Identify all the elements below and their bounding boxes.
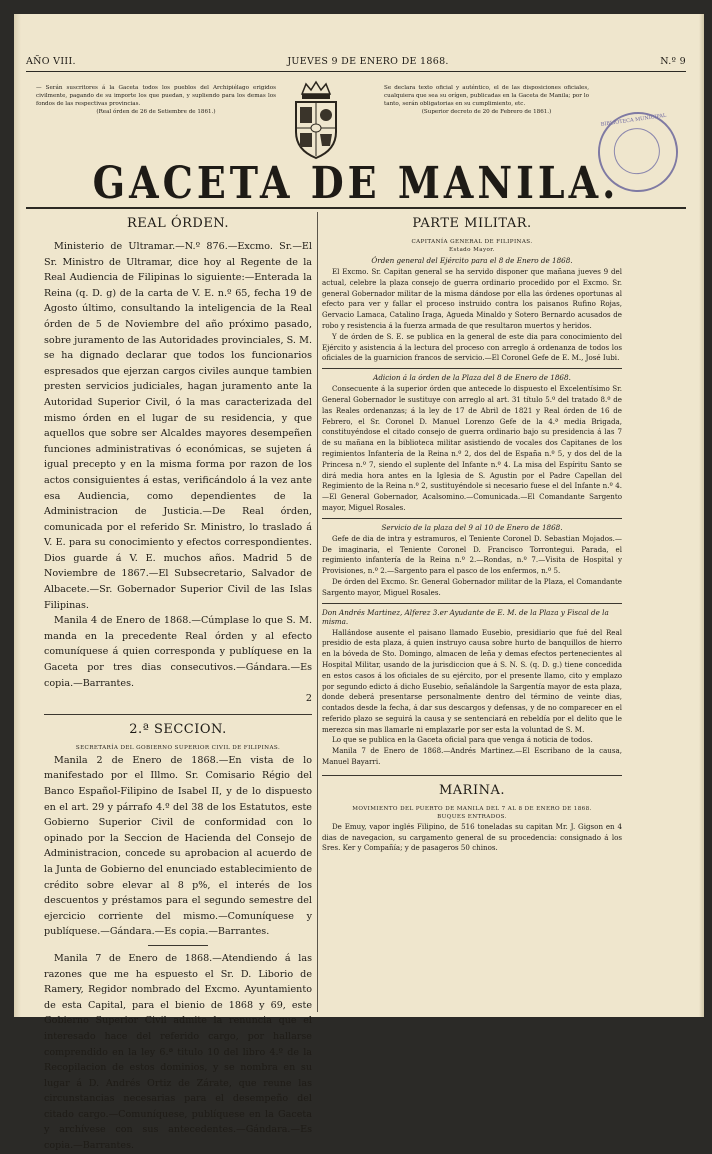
real-orden-paragraph: Ministerio de Ultramar.—N.º 876.—Excmo. Sr.—El Sr. Ministro de Ultramar, dice hoy al Regente de la Real Audiencia de Filipinas lo siguiente:—Enterada la Reina (q. D. g) de la carta de V. E. n.º 65, fecha 19 de Agosto último, consultando la inteligencia de la Real órden de 5 de Noviembre del año próximo pasado, sobre juramento de las Autoridades provinciales, S. M. se ha dignado declarar que todos los funcionarios espresados que ejerzan cargos civiles aunque tambien presten servicios judiciales, hagan juramento ante la Autoridad Superior Civil, ó la mas caracterizada del mismo órden en el lugar de su residencia, y que aquellos que sobre ser Alcaldes mayores desempeñen funciones administrativas ó económicas, se sujeten á igual precepto y en la misma forma por razon de los actos consiguientes á estas, verificándolo á la vez ante esa Audiencia, como dependientes de la Administracion de Justicia.—De Real órden, comunicada por el referido Sr. Ministro, lo traslado á V. E. para su conocimiento y efectos correspondientes. Dios guarde á V. E. muchos años. Madrid 5 de Noviembre de 1867.—El Subsecretario, Salvador de Albacete.—Sr. Gobernador Superior Civil de las Islas Filipinas. [44,241,312,611]
official-text-note-text: Se declara texto oficial y auténtico, el de las disposiciones oficiales, cualquiera que sea su orígen, publicadas en la Gaceta de Manila; por lo tanto, serán obligatorias en su cumplimiento, etc. [384,85,589,107]
marina-heading: MARINA. [438,782,506,798]
page-edge-left [14,14,21,1017]
subscription-note-text: — Serán suscritores á la Gaceta todos los pueblos del Archipiélago erigidos civilmente, pagando de su importe los que puedan, y supliendo para los demas los fondos de las respectivas provincias. [36,85,276,107]
column-divider [317,212,318,1012]
orden-general-heading: Órden general del Ejército para el 8 de Enero de 1868. [371,256,573,265]
banco-paragraph: Manila 2 de Enero de 1868.—En vista de lo manifestado por el Illmo. Sr. Comisario Régio del Banco Español-Filipino de Isabel II, y de lo dispuesto en el art. 29 y párrafo 4.º del 38 de los Estatutos, este Gobierno Superior Civil de conformidad con lo opinado por la Seccion de Hacienda del Consejo de Administracion, concede su aprobacion al acuerdo de la Junta de Gobierno del enunciado establecimiento de crédito sobre elevar al 8 p%, el interés de los descuentos y préstamos para el segundo semestre del ejercicio corriente del mismo.—Comuníquese y publíquese.—Gándara.—Es copia.—Barrantes. [44,754,312,938]
royal-coat-of-arms-icon [290,80,342,164]
date-label: JUEVES 9 DE ENERO DE 1868. [287,56,449,67]
orden-general-paragraph-2: Y de órden de S. E. se publica en la general de este dia para conocimiento del Ejército y asistencia á la lectura del proceso con arreglo á ordenanza de todos los oficiales de la guarnicion francos de servicio.—El Coronel Gefe de E. M., José Iubi. [322,331,622,363]
servicio-paragraph-2: De órden del Excmo. Sr. General Gobernador militar de la Plaza, el Comandante Sargento mayor, Miguel Rosales. [322,576,622,597]
right-column [322,212,622,1012]
subscription-note [36,84,276,116]
real-orden-mark: 2 [305,693,312,705]
adicion-heading: Adicion á la órden de la Plaza del 8 de Enero de 1868. [373,373,571,383]
martinez-heading: Don Andrés Martinez, Alferez 3.er Ayudante de E. M. de la Plaza y Fiscal de la misma. [322,607,609,626]
regidor-paragraph: Manila 7 de Enero de 1868.—Atendiendo á las razones que me ha espuesto el Sr. D. Liborio de Ramery, Regidor nombrado del Excmo. Ayuntamiento de esta Capital, para el bienio de 1868 y 69, este Gobierno Superior Civil admite la renuncia que el interesado hace del referido cargo, por hallarse comprendido en la ley 6.ª titulo 10 del libro 4.º de la Recopilacion de estos dominios, y se nombra en su lugar á D. Andrés Ortiz de Zárate, que reune las circunstancias necesarias para el desempeño del citado cargo.—Comuníquese, publíquese en la Gaceta y archívese con sus antecedentes.—Gándara.—Es copia.—Barrantes. [44,952,312,1152]
movimiento-heading: MOVIMIENTO DEL PUERTO DE MANILA DEL 7 AL 8 DE ENERO DE 1868. [352,805,592,812]
real-orden-cumplase: Manila 4 de Enero de 1868.—Cúmplase lo que S. M. manda en la precedente Real órden y al efecto comuníquese á quien corresponda y publíquese en la Gaceta por tres dias consecutivos.—Gándara.—Es copia.—Barrantes. [44,615,312,689]
servicio-heading: Servicio de la plaza del 9 al 10 de Enero de 1868. [381,522,563,532]
parte-militar-heading: PARTE MILITAR. [412,216,532,231]
section-separator [322,775,622,776]
capitania-heading: CAPITANÍA GENERAL DE FILIPINAS. [411,239,533,245]
official-text-note [384,84,589,116]
section-separator [322,603,622,604]
section-separator [322,368,622,369]
header-rule [26,71,686,72]
servicio-paragraph: Gefe de dia de intra y estramuros, el Teniente Coronel D. Sebastian Mojados.—De imaginaria, el Teniente Coronel D. Francisco Torrontegui. Parada, el regimiento infantería de la Reina n.º 2.—Rondas, n.º 7.—Visita de Hospital y Provisiones, n.º 2.—Sargento para el pasco de los enfermos, n.º 5. [322,533,622,576]
library-stamp-text: BIBLIOTECA MUNICIPAL [600,112,667,128]
orden-general-paragraph: El Excmo. Sr. Capitan general se ha servido disponer que mañana jueves 9 del actual, celebre la plaza consejo de guerra ordinario procedido por el Excmo. Sr. general Gobernador militar de la misma dándose por ella las órdenes oportunas al efecto para ver y fallar el proceso instruido contra los paisanos Rufino Rojas, Gervacio Lamaca, Catalino Iraga, Agueda Minaldo y Sotero Bernardo acusados de robo y resistencia á la fuerza armada de que resultaron muertos y heridos. [322,267,622,330]
year-label: AÑO VIII. [26,56,76,67]
adicion-paragraph: Consecuente á la superior órden que antecede lo dispuesto el Excelentísimo Sr. General Gobernador le sustituye con arreglo al art. 31 título 5.º del tratado 8.º de las Reales ordenanzas; á la ley de 17 de Abril de 1821 y Real órden de 16 de Febrero, el Sr. Coronel D. Manuel Lorenzo Gefe de la 4.ª media Brigada, constituyéndose el citado consejo de guerra ordinario bajo su presidencia á las 7 de su mañana en la biblioteca militar asistiendo de vocales dos Capitanes de los regimientos Infantería de la Reina n.º 2, dos del de España n.º 5, y dos del de la Princesa n.º 7, siendo el suplente del Infante n.º 4. La misa del Espíritu Santo se dirá media hora antes en la Iglesia de S. Agustin por el Padre Capellan del Regimiento de la Reina n.º 2, sustituyéndole si necesario fuese el del Infante n.º 4.—El General Gobernador, Acalsomino.—Comunicada.—El Comandante Sargento mayor, Miguel Rosales. [322,384,622,512]
estado-mayor-heading: Estado Mayor. [449,247,495,253]
buques-heading: BUQUES ENTRADOS. [437,813,507,820]
real-orden-heading: REAL ÓRDEN. [127,216,229,231]
left-column [44,212,312,1152]
paragraph-separator [148,945,208,946]
martinez-signature: Manila 7 de Enero de 1868.—Andrés Martinez.—El Escribano de la causa, Manuel Bayarri. [322,746,622,767]
official-text-note-source: (Superior decreto de 20 de Febrero de 1861.) [421,109,552,115]
martinez-paragraph: Hallándose ausente el paisano llamado Eusebio, presidiario que fué del Real presidio de esta plaza, á quien instruyo causa sobre hurto de banquillos de hierro en la bóveda de Sto. Domingo, almacen de leña y demas efectos pertenecientes al Hospital Militar, usando de la jurisdiccion que á S. N. S. (q. D. g.) tiene concedida en estos casos á los oficiales de su ejército, por el presente llamo, cito y emplazo por segundo edicto á dicho Eusebio, señalándole la Sargentía mayor de esta plaza, donde deberá presentarse personalmente dentro del término de veinte dias, contados desde la fecha, á dar sus descargos y defensas, y de no comparecer en el referido plazo se seguirá la causa y se sentenciará en rebeldía por el delito que le merezca sin mas llamarle ni emplazarle por ser esta la voluntad de S. M. [322,627,622,734]
subscription-note-source: (Real órden de 26 de Setiembre de 1861.) [96,109,216,115]
masthead-title: GACETA DE MANILA. [92,156,620,209]
masthead-rule [26,207,686,209]
buques-paragraph: De Emuy, vapor inglés Filipino, de 516 toneladas su capitan Mr. J. Gigson en 4 dias de navegacion, su cargamento general de su procedencia: consignado á los Sres. Ker y Compañía; y de pasageros 50 chinos. [322,821,622,853]
section-separator [322,518,622,519]
martinez-paragraph-2: Lo que se publica en la Gaceta oficial para que venga á noticia de todos. [332,735,593,745]
seccion-heading: 2.ª SECCION. [129,721,227,737]
page-edge-right [699,14,704,1017]
header-line [26,56,686,67]
newspaper-page [14,14,704,1152]
issue-number: N.º 9 [660,56,686,67]
secretaria-heading: SECRETARÍA DEL GOBIERNO SUPERIOR CIVIL DE FILIPINAS. [75,744,281,751]
section-separator [44,714,312,715]
